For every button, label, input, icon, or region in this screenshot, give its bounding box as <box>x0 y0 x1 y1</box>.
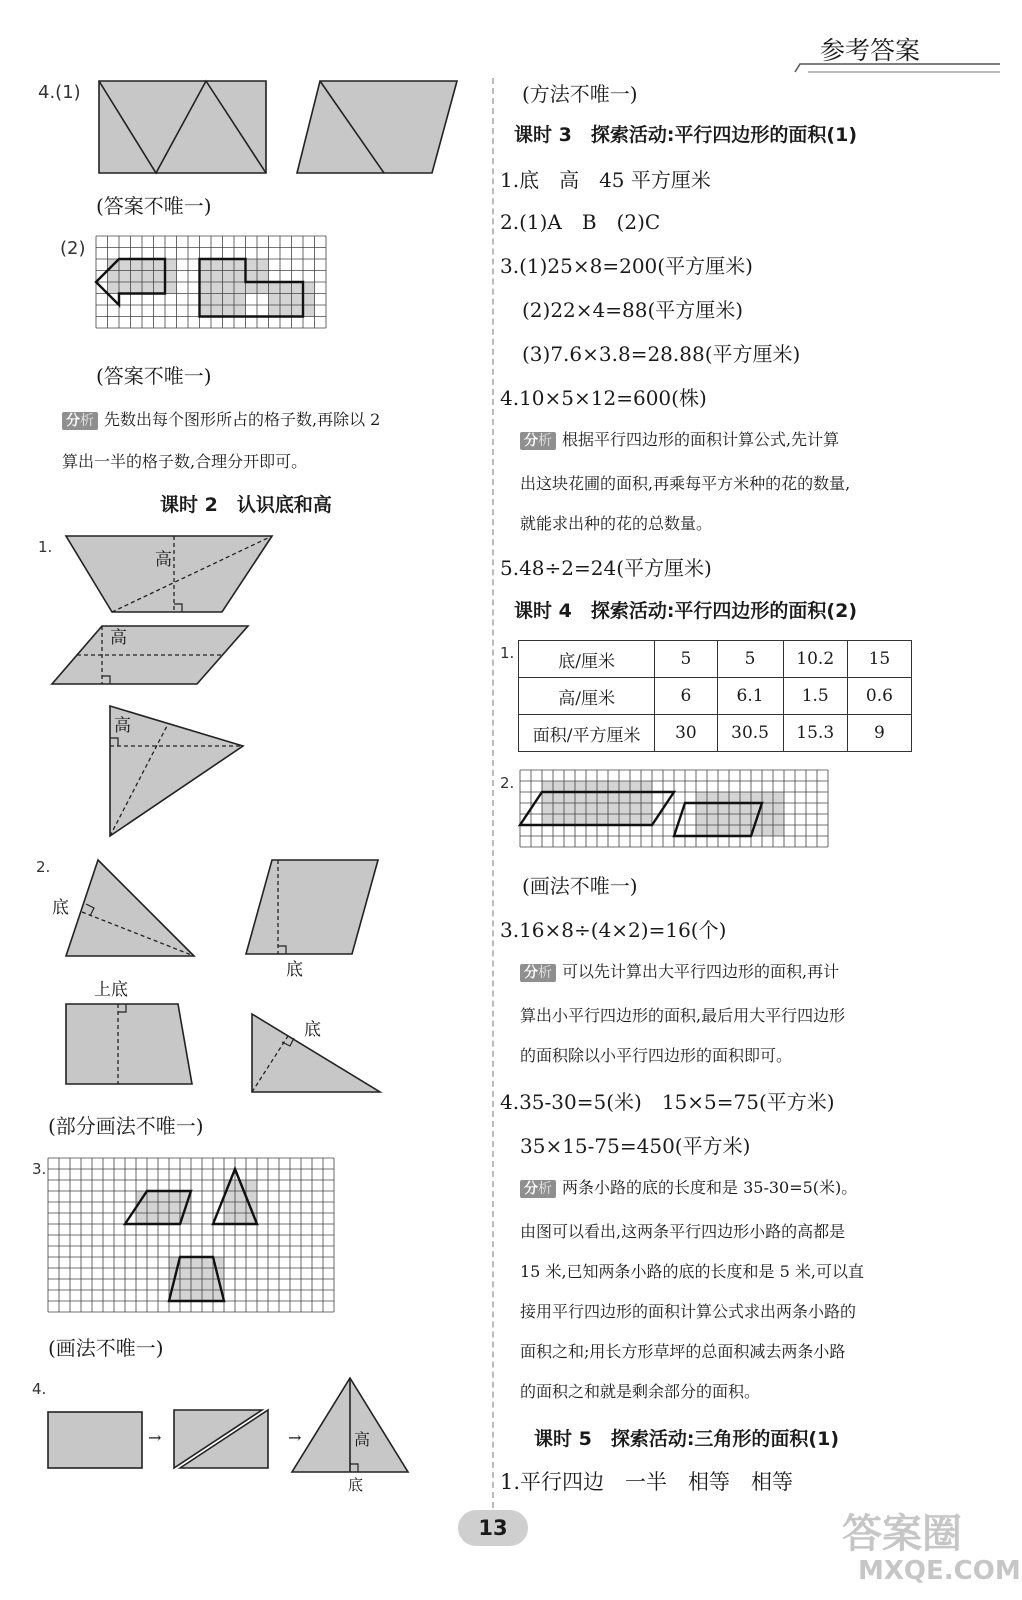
q4-2-note: (答案不唯一) <box>96 364 212 388</box>
lesson2-title: 课时 2 认识底和高 <box>160 494 332 516</box>
table-cell: 0.6 <box>847 678 911 715</box>
table-cell: 5 <box>717 641 783 678</box>
analysis-3-line1: 分析 可以先计算出大平行四边形的面积,再计 <box>520 964 839 982</box>
q4-1-note: (答案不唯一) <box>96 194 212 218</box>
analysis-4-line2: 由图可以看出,这两条平行四边形小路的高都是 <box>520 1222 846 1241</box>
table-cell: 30 <box>655 715 717 752</box>
l2-q1-trapezoid <box>64 532 284 622</box>
table-cell: 30.5 <box>717 715 783 752</box>
l2-q1-label-gao-3: 高 <box>114 716 131 736</box>
analysis-tag: 分析 <box>520 432 556 450</box>
l2-q2-label-di-2: 底 <box>286 960 303 980</box>
table-cell: 9 <box>847 715 911 752</box>
column-divider <box>492 78 494 1518</box>
page-number: 13 <box>458 1510 528 1546</box>
l3-q4: 4.10×5×12=600(株) <box>500 386 707 410</box>
l2-q2-label-di-1: 底 <box>52 898 69 918</box>
table-cell: 5 <box>655 641 717 678</box>
q4-1-label: 4.(1) <box>38 82 81 103</box>
l3-q3-3: (3)7.6×3.8=28.88(平方厘米) <box>522 342 801 366</box>
l2-q4-triangle <box>292 1376 412 1476</box>
l4-q1-table <box>518 640 912 752</box>
analysis-tag: 分析 <box>520 964 556 982</box>
analysis-1-line1: 分析 先数出每个图形所占的格子数,再除以 2 <box>62 412 380 430</box>
table-row <box>519 678 912 715</box>
table-cell: 面积/平方厘米 <box>519 715 655 752</box>
watermark-logo: 答案圈 <box>842 1511 962 1557</box>
q4-2-grid <box>96 236 336 336</box>
table-cell: 10.2 <box>783 641 847 678</box>
l2-q1-label: 1. <box>38 538 53 556</box>
l3-q3-2: (2)22×4=88(平方厘米) <box>522 298 744 322</box>
l2-q3-grid <box>48 1158 338 1318</box>
analysis-tag: 分析 <box>520 1180 556 1198</box>
l2-q4-label-gao: 高 <box>354 1430 371 1449</box>
l2-q2-label: 2. <box>36 858 51 876</box>
header-title: 参考答案 <box>820 36 921 65</box>
q4-1-parallelogram-b <box>294 78 454 178</box>
l3-q3-1: 3.(1)25×8=200(平方厘米) <box>500 254 753 278</box>
table-cell: 高/厘米 <box>519 678 655 715</box>
l4-q2-label: 2. <box>500 774 515 792</box>
analysis-4-line6: 的面积之和就是剩余部分的面积。 <box>520 1382 761 1401</box>
l2-q1-label-gao-1: 高 <box>155 550 172 570</box>
watermark-url: MXQE.COM <box>858 1556 1021 1586</box>
l5-q1: 1.平行四边 一半 相等 相等 <box>500 1470 794 1494</box>
l3-q5: 5.48÷2=24(平方厘米) <box>500 556 712 580</box>
l2-q2-label-shangdi: 上底 <box>94 980 128 1000</box>
l2-q4-label: 4. <box>32 1380 47 1398</box>
l2-q4-cut-rectangle <box>172 1408 272 1470</box>
l2-q4-label-di: 底 <box>348 1476 364 1494</box>
l4-q2-grid <box>520 770 840 850</box>
analysis-2-line2: 出这块花圃的面积,再乘每平方米种的花的数量, <box>520 474 851 493</box>
analysis-4-line4: 接用平行四边形的面积计算公式求出两条小路的 <box>520 1302 857 1321</box>
l2-q4-rectangle <box>46 1410 146 1470</box>
lesson3-title: 课时 3 探索活动:平行四边形的面积(1) <box>514 124 858 146</box>
l2-q1-parallelogram <box>52 622 252 692</box>
l2-q4-arrow-2: → <box>288 1428 302 1447</box>
table-row <box>519 715 912 752</box>
l4-q1-label: 1. <box>500 644 515 662</box>
l4-q4-2: 35×15-75=450(平方米) <box>520 1134 751 1158</box>
l2-q1-label-gao-2: 高 <box>110 628 127 648</box>
l2-q2-trapezoid <box>64 1002 204 1092</box>
table-cell: 1.5 <box>783 678 847 715</box>
table-cell: 15 <box>847 641 911 678</box>
table-cell: 15.3 <box>783 715 847 752</box>
table-cell: 6.1 <box>717 678 783 715</box>
l2-q3-label: 3. <box>32 1160 47 1178</box>
table-cell: 6 <box>655 678 717 715</box>
analysis-2-line3: 就能求出种的花的总数量。 <box>520 514 713 533</box>
lesson5-title: 课时 5 探索活动:三角形的面积(1) <box>534 1428 840 1450</box>
l2-q3-note: (画法不唯一) <box>48 1336 164 1360</box>
method-note: (方法不唯一) <box>522 82 638 106</box>
lesson4-title: 课时 4 探索活动:平行四边形的面积(2) <box>514 600 858 622</box>
q4-1-parallelogram-a <box>96 78 276 178</box>
table-cell: 底/厘米 <box>519 641 655 678</box>
analysis-tag: 分析 <box>62 412 98 430</box>
l4-q4-1: 4.35-30=5(米) 15×5=75(平方米) <box>500 1090 835 1114</box>
l2-q2-note: (部分画法不唯一) <box>48 1114 204 1138</box>
l4-q2-note: (画法不唯一) <box>522 874 638 898</box>
analysis-3-line2: 算出小平行四边形的面积,最后用大平行四边形 <box>520 1006 846 1025</box>
l2-q4-arrow-1: → <box>148 1428 162 1447</box>
l3-q1: 1.底 高 45 平方厘米 <box>500 168 711 192</box>
analysis-4-line1: 分析 两条小路的底的长度和是 35-30=5(米)。 <box>520 1180 857 1198</box>
l3-q2: 2.(1)A B (2)C <box>500 210 661 234</box>
analysis-4-line3: 15 米,已知两条小路的底的长度和是 5 米,可以直 <box>520 1262 864 1281</box>
analysis-4-line5: 面积之和;用长方形草坪的总面积减去两条小路 <box>520 1342 846 1361</box>
l2-q2-parallelogram <box>244 856 384 956</box>
l2-q2-triangle-a <box>64 856 204 956</box>
analysis-2-line1: 分析 根据平行四边形的面积计算公式,先计算 <box>520 432 839 450</box>
q4-2-label: (2) <box>60 238 86 259</box>
table-row <box>519 641 912 678</box>
l4-q3: 3.16×8÷(4×2)=16(个) <box>500 918 727 942</box>
analysis-1-line2: 算出一半的格子数,合理分开即可。 <box>62 452 308 471</box>
l2-q2-label-di-3: 底 <box>304 1020 321 1040</box>
analysis-3-line3: 的面积除以小平行四边形的面积即可。 <box>520 1046 793 1065</box>
